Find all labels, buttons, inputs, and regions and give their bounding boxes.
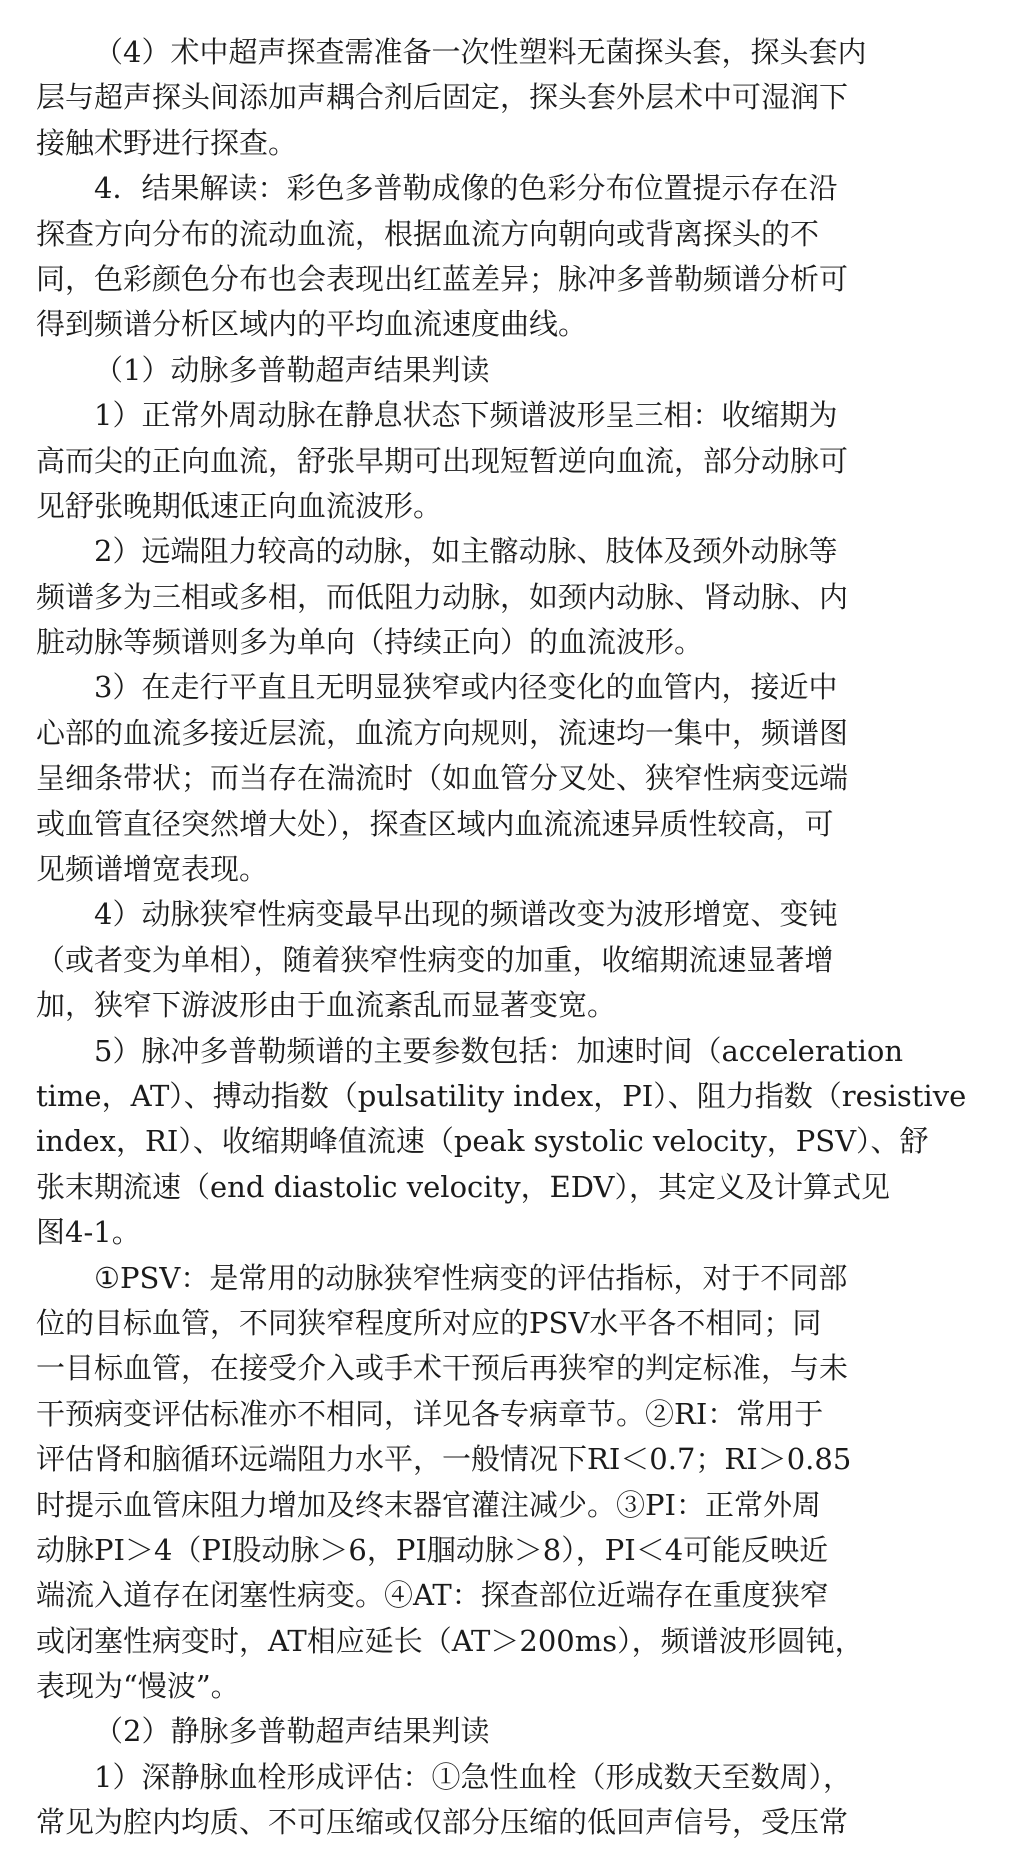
text-line: 动脉PI＞4（PI股动脉＞6，PI腘动脉＞8），PI＜4可能反映近	[36, 1532, 829, 1567]
text-line: 1）深静脉血栓形成评估：①急性血栓（形成数天至数周），	[94, 1759, 852, 1794]
text-line: （或者变为单相），随着狭窄性病变的加重，收缩期流速显著增	[36, 942, 834, 977]
text-line: 端流入道存在闭塞性病变。④AT：探查部位近端存在重度狭窄	[36, 1578, 829, 1613]
text-line: 2）远端阻力较高的动脉，如主髂动脉、肢体及颈外动脉等	[94, 534, 838, 569]
text-line: （2）静脉多普勒超声结果判读	[94, 1714, 490, 1749]
text-line: 心部的血流多接近层流，血流方向规则，流速均一集中，频谱图	[36, 715, 849, 750]
text-line: （4）术中超声探查需准备一次性塑料无菌探头套，探头套内	[94, 35, 867, 69]
text-line: 频谱多为三相或多相，而低阻力动脉，如颈内动脉、肾动脉、内	[36, 579, 849, 614]
text-line: 1）正常外周动脉在静息状态下频谱波形呈三相：收缩期为	[94, 398, 838, 433]
text-line: 见频谱增宽表现。	[36, 852, 269, 887]
text-line: 呈细条带状；而当存在湍流时（如血管分叉处、狭窄性病变远端	[36, 761, 849, 796]
text-line: 或闭塞性病变时，AT相应延长（AT＞200ms），频谱波形圆钝，	[36, 1623, 864, 1658]
text-line: 图4-1。	[36, 1215, 141, 1250]
text-line: 张末期流速（end diastolic velocity，EDV），其定义及计算式见	[36, 1169, 890, 1204]
text-line: 接触术野进行探查。	[36, 125, 298, 160]
text-line: 加，狭窄下游波形由于血流紊乱而显著变宽。	[36, 988, 617, 1023]
text-line: 4）动脉狭窄性病变最早出现的频谱改变为波形增宽、变钝	[94, 897, 838, 932]
text-line: ①PSV：是常用的动脉狭窄性病变的评估指标，对于不同部	[94, 1260, 848, 1295]
text-line: 表现为“慢波”。	[36, 1669, 240, 1704]
text-line: 4．结果解读：彩色多普勒成像的色彩分布位置提示存在沿	[94, 171, 838, 206]
text-line: 见舒张晚期低速正向血流波形。	[36, 488, 443, 523]
text-line: 评估肾和脑循环远端阻力水平，一般情况下RI＜0.7；RI＞0.85	[36, 1442, 852, 1477]
text-line: time，AT）、搏动指数（pulsatility index，PI）、阻力指数（resistive	[36, 1078, 967, 1113]
text-line: 时提示血管床阻力增加及终末器官灌注减少。③PI：正常外周	[36, 1487, 821, 1522]
text-line: 探查方向分布的流动血流，根据血流方向朝向或背离探头的不	[36, 216, 820, 251]
text-line: 常见为腔内均质、不可压缩或仅部分压缩的低回声信号，受压常	[36, 1805, 849, 1840]
text-line: index，RI）、收缩期峰值流速（peak systolic velocity，PSV）、舒	[36, 1124, 929, 1159]
text-line: 高而尖的正向血流，舒张早期可出现短暂逆向血流，部分动脉可	[36, 443, 849, 478]
text-line: 层与超声探头间添加声耦合剂后固定，探头套外层术中可湿润下	[36, 80, 849, 115]
text-line: （1）动脉多普勒超声结果判读	[94, 352, 490, 387]
text-line: 得到频谱分析区域内的平均血流速度曲线。	[36, 307, 588, 342]
text-line: 脏动脉等频谱则多为单向（持续正向）的血流波形。	[36, 625, 704, 660]
text-line: 位的目标血管，不同狭窄程度所对应的PSV水平各不相同；同	[36, 1305, 822, 1340]
text-line: 5）脉冲多普勒频谱的主要参数包括：加速时间（acceleration	[94, 1033, 904, 1068]
text-line: 干预病变评估标准亦不相同，详见各专病章节。②RI：常用于	[36, 1396, 824, 1431]
text-line: 同，色彩颜色分布也会表现出红蓝差异；脉冲多普勒频谱分析可	[36, 261, 849, 296]
text-line: 或血管直径突然增大处），探查区域内血流流速异质性较高，可	[36, 806, 834, 841]
text-line: 3）在走行平直且无明显狭窄或内径变化的血管内，接近中	[94, 670, 838, 705]
text-line: 一目标血管，在接受介入或手术干预后再狭窄的判定标准，与未	[36, 1351, 849, 1386]
